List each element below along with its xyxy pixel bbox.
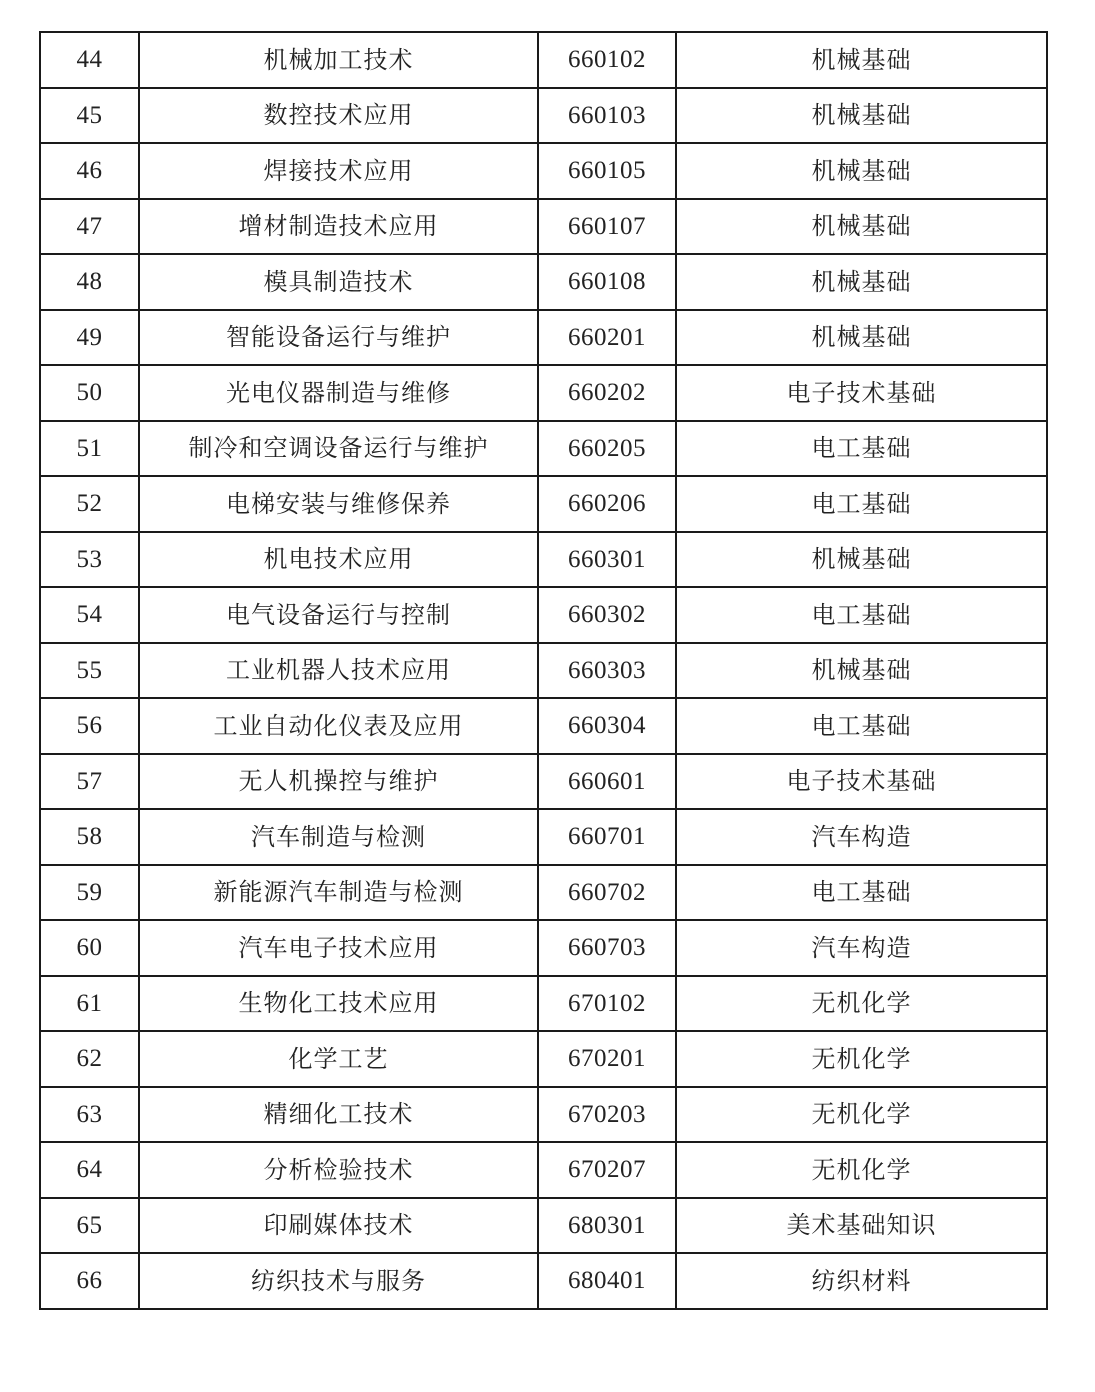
major-code-cell: 660304 [538,698,676,754]
major-name-cell: 光电仪器制造与维修 [139,365,538,421]
row-number-cell: 56 [40,698,139,754]
row-number-cell: 53 [40,532,139,588]
major-name-cell: 精细化工技术 [139,1087,538,1143]
major-name-cell: 机电技术应用 [139,532,538,588]
major-code-cell: 670102 [538,976,676,1032]
major-code-cell: 660105 [538,143,676,199]
row-number-cell: 59 [40,865,139,921]
table-row [40,920,1047,976]
major-name-cell: 数控技术应用 [139,88,538,144]
table-row [40,365,1047,421]
table-row [40,976,1047,1032]
exam-subject-cell: 机械基础 [676,88,1047,144]
table-row [40,587,1047,643]
exam-subject-cell: 纺织材料 [676,1253,1047,1309]
row-number-cell: 65 [40,1198,139,1254]
table-row [40,698,1047,754]
exam-subject-cell: 机械基础 [676,310,1047,366]
major-name-cell: 模具制造技术 [139,254,538,310]
major-name-cell: 新能源汽车制造与检测 [139,865,538,921]
major-code-cell: 660303 [538,643,676,699]
row-number-cell: 60 [40,920,139,976]
major-name-cell: 电梯安装与维修保养 [139,476,538,532]
table-row [40,421,1047,477]
major-name-cell: 纺织技术与服务 [139,1253,538,1309]
major-code-cell: 660206 [538,476,676,532]
row-number-cell: 61 [40,976,139,1032]
major-code-cell: 660701 [538,809,676,865]
major-code-cell: 660205 [538,421,676,477]
row-number-cell: 55 [40,643,139,699]
table-row [40,199,1047,255]
major-code-cell: 660702 [538,865,676,921]
row-number-cell: 48 [40,254,139,310]
row-number-cell: 50 [40,365,139,421]
row-number-cell: 46 [40,143,139,199]
major-name-cell: 智能设备运行与维护 [139,310,538,366]
exam-subject-cell: 机械基础 [676,199,1047,255]
majors-table-body [40,32,1047,1309]
row-number-cell: 62 [40,1031,139,1087]
row-number-cell: 45 [40,88,139,144]
major-name-cell: 增材制造技术应用 [139,199,538,255]
major-name-cell: 电气设备运行与控制 [139,587,538,643]
exam-subject-cell: 汽车构造 [676,809,1047,865]
row-number-cell: 57 [40,754,139,810]
row-number-cell: 51 [40,421,139,477]
major-code-cell: 670201 [538,1031,676,1087]
table-row [40,1198,1047,1254]
major-code-cell: 660703 [538,920,676,976]
exam-subject-cell: 机械基础 [676,32,1047,88]
table-row [40,809,1047,865]
exam-subject-cell: 电子技术基础 [676,365,1047,421]
table-row [40,865,1047,921]
table-row [40,754,1047,810]
exam-subject-cell: 机械基础 [676,643,1047,699]
major-name-cell: 工业机器人技术应用 [139,643,538,699]
major-code-cell: 680301 [538,1198,676,1254]
major-name-cell: 分析检验技术 [139,1142,538,1198]
major-code-cell: 660201 [538,310,676,366]
major-name-cell: 汽车制造与检测 [139,809,538,865]
table-row [40,476,1047,532]
major-code-cell: 660202 [538,365,676,421]
major-code-cell: 660102 [538,32,676,88]
row-number-cell: 49 [40,310,139,366]
exam-subject-cell: 美术基础知识 [676,1198,1047,1254]
row-number-cell: 66 [40,1253,139,1309]
exam-subject-cell: 无机化学 [676,1087,1047,1143]
major-name-cell: 机械加工技术 [139,32,538,88]
exam-subject-cell: 电工基础 [676,587,1047,643]
table-row [40,88,1047,144]
row-number-cell: 52 [40,476,139,532]
exam-subject-cell: 电工基础 [676,421,1047,477]
table-row [40,532,1047,588]
majors-table [39,31,1048,1310]
major-code-cell: 670207 [538,1142,676,1198]
major-code-cell: 660302 [538,587,676,643]
row-number-cell: 64 [40,1142,139,1198]
table-row [40,310,1047,366]
major-name-cell: 制冷和空调设备运行与维护 [139,421,538,477]
major-name-cell: 生物化工技术应用 [139,976,538,1032]
exam-subject-cell: 电子技术基础 [676,754,1047,810]
exam-subject-cell: 机械基础 [676,532,1047,588]
major-name-cell: 焊接技术应用 [139,143,538,199]
major-name-cell: 印刷媒体技术 [139,1198,538,1254]
major-code-cell: 680401 [538,1253,676,1309]
exam-subject-cell: 电工基础 [676,865,1047,921]
table-row [40,1087,1047,1143]
major-code-cell: 660107 [538,199,676,255]
exam-subject-cell: 无机化学 [676,976,1047,1032]
row-number-cell: 63 [40,1087,139,1143]
major-name-cell: 无人机操控与维护 [139,754,538,810]
row-number-cell: 58 [40,809,139,865]
exam-subject-cell: 无机化学 [676,1142,1047,1198]
table-row [40,254,1047,310]
exam-subject-cell: 机械基础 [676,254,1047,310]
major-code-cell: 670203 [538,1087,676,1143]
major-name-cell: 工业自动化仪表及应用 [139,698,538,754]
table-row [40,643,1047,699]
major-code-cell: 660601 [538,754,676,810]
row-number-cell: 44 [40,32,139,88]
exam-subject-cell: 电工基础 [676,476,1047,532]
row-number-cell: 47 [40,199,139,255]
major-code-cell: 660108 [538,254,676,310]
table-row [40,1142,1047,1198]
major-code-cell: 660301 [538,532,676,588]
exam-subject-cell: 机械基础 [676,143,1047,199]
major-name-cell: 汽车电子技术应用 [139,920,538,976]
major-code-cell: 660103 [538,88,676,144]
exam-subject-cell: 无机化学 [676,1031,1047,1087]
table-row [40,1031,1047,1087]
table-row [40,32,1047,88]
row-number-cell: 54 [40,587,139,643]
exam-subject-cell: 汽车构造 [676,920,1047,976]
table-row [40,1253,1047,1309]
table-row [40,143,1047,199]
exam-subject-cell: 电工基础 [676,698,1047,754]
major-name-cell: 化学工艺 [139,1031,538,1087]
